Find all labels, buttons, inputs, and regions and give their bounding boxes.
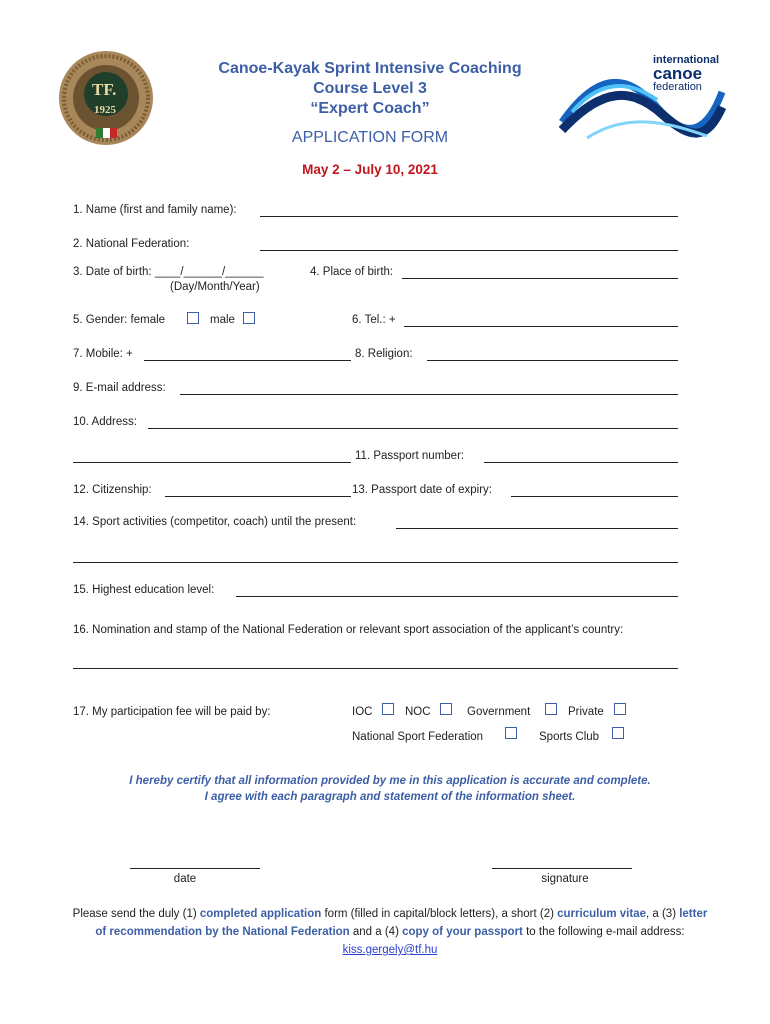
government-checkbox[interactable] <box>545 703 557 715</box>
national-federation-field[interactable] <box>260 250 678 251</box>
nomination-label: 16. Nomination and stamp of the National Federation or relevant sport association of the applicant’s country: <box>73 624 624 636</box>
government-label: Government <box>467 706 531 718</box>
mobile-label: 7. Mobile: + <box>73 348 133 360</box>
religion-label: 8. Religion: <box>355 348 413 360</box>
ioc-checkbox[interactable] <box>382 703 394 715</box>
education-field[interactable] <box>236 596 678 597</box>
address-field-line2[interactable] <box>73 462 351 463</box>
footer-bold-4: copy of your passport <box>402 926 523 938</box>
education-label: 15. Highest education level: <box>73 584 215 596</box>
male-label: male <box>210 314 235 326</box>
ioc-label: IOC <box>352 706 373 718</box>
footer-bold-1: completed application <box>199 908 322 920</box>
footer-bold-2: curriculum vitae <box>557 908 646 920</box>
certify-line1: I hereby certify that all information provided by me in this application is accurate and complete. <box>129 775 651 787</box>
footer-bold-3: letter of recommendation by the National Federation <box>95 908 708 938</box>
footer-text-3: , a (3) <box>645 908 680 920</box>
private-label: Private <box>568 706 604 718</box>
footer-text-1: Please send the duly (1) <box>72 908 200 920</box>
sports-club-checkbox[interactable] <box>612 727 624 739</box>
passport-number-field[interactable] <box>484 462 678 463</box>
sport-activities-field[interactable] <box>396 528 678 529</box>
citizenship-label: 12. Citizenship: <box>73 484 152 496</box>
passport-expiry-field[interactable] <box>511 496 678 497</box>
email-link[interactable]: kiss.gergely@tf.hu <box>342 944 438 956</box>
noc-checkbox[interactable] <box>440 703 452 715</box>
icf-logo-line1: international <box>653 54 720 66</box>
course-title-line1: Canoe-Kayak Sprint Intensive Coaching <box>218 60 522 77</box>
fee-label: 17. My participation fee will be paid by: <box>73 706 271 718</box>
tel-label: 6. Tel.: + <box>352 314 396 326</box>
email-label: 9. E-mail address: <box>73 382 166 394</box>
footer-text-2: form (filled in capital/block letters), a short (2) <box>321 908 558 920</box>
nsf-label: National Sport Federation <box>352 731 484 743</box>
course-title-line2: Course Level 3 <box>313 80 427 97</box>
footer-text-5: to the following e-mail address: <box>522 926 685 938</box>
address-label: 10. Address: <box>73 416 137 428</box>
icf-logo <box>557 52 727 142</box>
certify-line2: I agree with each paragraph and statement of the information sheet. <box>204 791 576 803</box>
tf-logo-year: 1925 <box>94 104 116 116</box>
address-field[interactable] <box>148 428 678 429</box>
place-of-birth-field[interactable] <box>402 278 678 279</box>
passport-number-label: 11. Passport number: <box>355 450 465 462</box>
course-title-line3: “Expert Coach” <box>310 100 430 117</box>
date-of-birth-label[interactable]: 3. Date of birth: ____/______/______ <box>73 266 264 278</box>
place-of-birth-label: 4. Place of birth: <box>310 266 394 278</box>
male-checkbox[interactable] <box>243 312 255 324</box>
date-sign-label: date <box>173 873 197 885</box>
nsf-checkbox[interactable] <box>505 727 517 739</box>
tf-logo-text: TF. <box>92 80 117 99</box>
citizenship-field[interactable] <box>165 496 351 497</box>
date-sign-line[interactable] <box>130 868 260 869</box>
email-field[interactable] <box>180 394 678 395</box>
nomination-field[interactable] <box>73 668 678 669</box>
tel-field[interactable] <box>404 326 678 327</box>
noc-label: NOC <box>405 706 431 718</box>
date-of-birth-hint: (Day/Month/Year) <box>170 281 260 293</box>
sport-activities-field-line2[interactable] <box>73 562 678 563</box>
name-field[interactable] <box>260 216 678 217</box>
icf-logo-line3: federation <box>653 81 702 93</box>
national-federation-label: 2. National Federation: <box>73 238 190 250</box>
sport-activities-label: 14. Sport activities (competitor, coach) until the present: <box>73 516 357 528</box>
tf-logo <box>58 50 154 146</box>
course-dates: May 2 – July 10, 2021 <box>302 162 438 177</box>
passport-expiry-label: 13. Passport date of expiry: <box>352 484 492 496</box>
form-title: APPLICATION FORM <box>291 129 449 146</box>
gender-label: 5. Gender: female <box>73 314 166 326</box>
female-checkbox[interactable] <box>187 312 199 324</box>
private-checkbox[interactable] <box>614 703 626 715</box>
sports-club-label: Sports Club <box>539 731 600 743</box>
signature-label: signature <box>541 873 589 885</box>
icf-logo-line2: canoe <box>653 64 703 83</box>
footer-text-4: and a (4) <box>349 926 403 938</box>
footer-instructions <box>70 905 710 959</box>
religion-field[interactable] <box>427 360 678 361</box>
name-label: 1. Name (first and family name): <box>73 204 237 216</box>
signature-line[interactable] <box>492 868 632 869</box>
mobile-field[interactable] <box>144 360 351 361</box>
